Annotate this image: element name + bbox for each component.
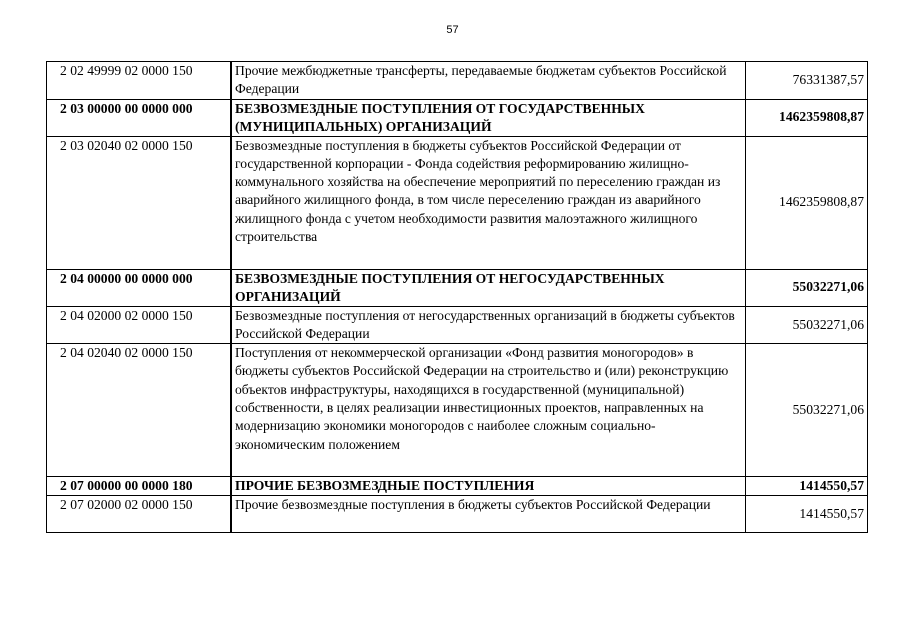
page-number: 57 bbox=[446, 24, 459, 36]
revenue-description: Прочие межбюджетные трансферты, передаваемые бюджетам субъектов Российской Федерации bbox=[231, 62, 746, 100]
revenue-amount: 1462359808,87 bbox=[746, 99, 868, 136]
table-row bbox=[47, 496, 868, 533]
revenue-amount: 1414550,57 bbox=[746, 496, 868, 533]
table-row bbox=[47, 136, 868, 269]
revenue-description: БЕЗВОЗМЕЗДНЫЕ ПОСТУПЛЕНИЯ ОТ ГОСУДАРСТВЕННЫХ (МУНИЦИПАЛЬНЫХ) ОРГАНИЗАЦИЙ bbox=[231, 99, 746, 136]
budget-code: 2 03 02040 02 0000 150 bbox=[47, 136, 232, 269]
budget-code: 2 07 00000 00 0000 180 bbox=[47, 477, 232, 496]
revenue-description: Прочие безвозмездные поступления в бюджеты субъектов Российской Федерации bbox=[231, 496, 746, 533]
revenue-description: Безвозмездные поступления в бюджеты субъектов Российской Федерации от государственной корпорации - Фонда содействия реформированию жилищно-коммунального хозяйства на обеспечение мероприятий по переселению граждан из аварийного жилищного фонда, в том числе переселению граждан из аварийного жилищного фонда с учетом необходимости развития малоэтажного жилищного строительства bbox=[231, 136, 746, 269]
revenue-amount: 1414550,57 bbox=[746, 477, 868, 496]
revenue-description: ПРОЧИЕ БЕЗВОЗМЕЗДНЫЕ ПОСТУПЛЕНИЯ bbox=[231, 477, 746, 496]
table-row bbox=[47, 306, 868, 344]
budget-code: 2 03 00000 00 0000 000 bbox=[47, 99, 232, 136]
revenue-amount: 76331387,57 bbox=[746, 62, 868, 100]
table-row bbox=[47, 62, 868, 100]
revenue-description: Безвозмездные поступления от негосударственных организаций в бюджеты субъектов Российской Федерации bbox=[231, 306, 746, 344]
revenue-amount: 55032271,06 bbox=[746, 306, 868, 344]
budget-code: 2 02 49999 02 0000 150 bbox=[47, 62, 232, 100]
table-row-section bbox=[47, 477, 868, 496]
budget-revenue-table bbox=[46, 61, 868, 533]
budget-code: 2 04 00000 00 0000 000 bbox=[47, 269, 232, 306]
budget-code: 2 04 02000 02 0000 150 bbox=[47, 306, 232, 344]
revenue-amount: 55032271,06 bbox=[746, 344, 868, 477]
revenue-description: БЕЗВОЗМЕЗДНЫЕ ПОСТУПЛЕНИЯ ОТ НЕГОСУДАРСТВЕННЫХ ОРГАНИЗАЦИЙ bbox=[231, 269, 746, 306]
revenue-amount: 55032271,06 bbox=[746, 269, 868, 306]
revenue-description: Поступления от некоммерческой организации «Фонд развития моногородов» в бюджеты субъектов Российской Федерации на строительство и (или) реконструкцию объектов инфраструктуры, находящихся в государственной (муниципальной) собственности, в целях реализации инвестиционных проектов, направленных на модернизацию экономики моногородов с наиболее сложным социально-экономическим положением bbox=[231, 344, 746, 477]
budget-code: 2 07 02000 02 0000 150 bbox=[47, 496, 232, 533]
budget-code: 2 04 02040 02 0000 150 bbox=[47, 344, 232, 477]
table-row-section bbox=[47, 269, 868, 306]
revenue-amount: 1462359808,87 bbox=[746, 136, 868, 269]
table-row-section bbox=[47, 99, 868, 136]
table-row bbox=[47, 344, 868, 477]
